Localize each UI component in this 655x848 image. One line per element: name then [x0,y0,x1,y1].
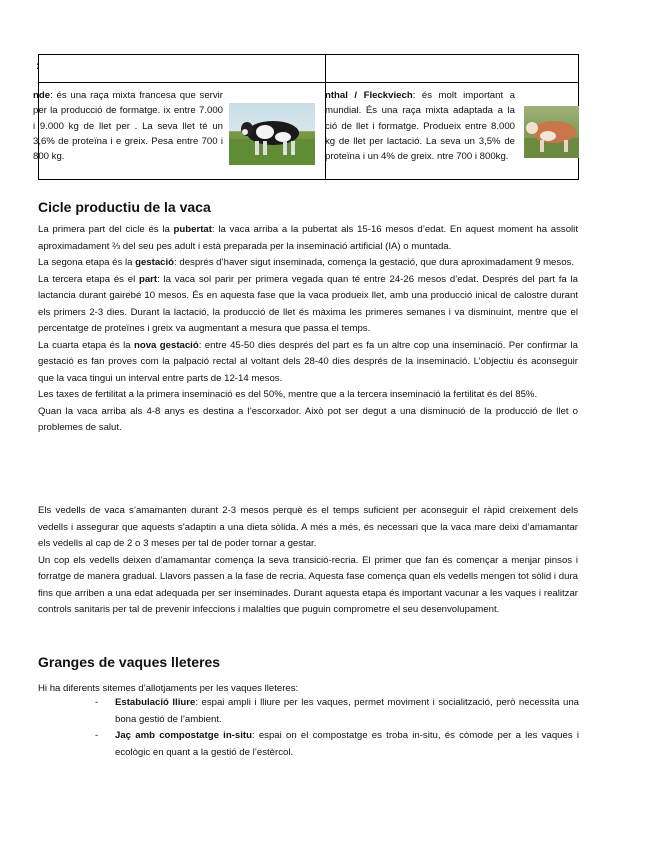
text-run: La primera part del cicle és la [38,224,174,235]
paragraph-gestacio [38,255,578,272]
list-item [95,695,579,728]
granges-intro: Hi ha diferents sitemes d’allotjaments per les vaques lleteres: [38,683,299,694]
paragraph-part [38,272,578,338]
cicle-paragraphs [38,222,578,437]
section-heading-cicle: Cicle productiu de la vaca [38,199,211,215]
list-item-label: Estabulació lliure [115,697,196,708]
text-run: : entre 45-50 dies després del part es fa un altre cop una inseminació. Per confirmar la gestació es fan proves com la palpació rectal al voltant dels 28-40 dies després de la inseminació. L’objectiu és aconseguir que la vaca tingui un interval entre parts de 12-14 mesos. [38,339,578,384]
list-item-label: Jaç amb compostatge in-situ [115,730,252,741]
cow-photo-right [524,106,579,158]
section-heading-granges: Granges de vaques lleteres [38,654,221,670]
paragraph-amamantar: Els vedells de vaca s’amamanten durant 2-3 mesos perquè és el temps suficient per aconseguir el ràpid creixement dels vedells i assegurar que aquests s’adaptin a una dieta sòlida. A més a més, és necessari que la vaca mare deixi d’amamantar els vedells al cap de 2 o 3 meses per tal de poder tornar a gestar. [38,505,578,549]
breed-description-right: : és molt important a mundial. És una raça mixta adaptada a la ció de llet i formatge. Produeix entre 8.000 kg de llet per lactació. La seva un 3,5% de proteïna i un 4% de greix. ntre 700 i 800kg. [325,90,515,163]
cow-photo-left [229,103,315,165]
breed-description-left: : és una raça mixta francesa que servir per la producció de formatge. ix entre 7.000 i 9.000 kg de llet per . La seva llet té un 3,6% de proteïna i e greix. Pesa entre 700 i 800 kg. [33,90,223,163]
breed-name-right: nthal / Fleckviech [325,90,413,101]
paragraph-nova-gestacio [38,338,578,388]
text-run: : la vaca arriba a la pubertat als 15-16 mesos d’edat. En aquest moment ha assolit aproximadament ⅔ del seu pes adult i està preparada per la inseminació artificial (IA) o muntada. [38,224,578,252]
text-run: La tercera etapa és el [38,273,139,285]
bold-term: part [138,273,158,285]
text-run: Quan la vaca arriba als 4-8 anys es destina a l’escorxador. Això pot ser degut a una disminució de la producció de llet o problemes de salut. [38,405,578,433]
bold-term: gestació [135,257,175,268]
paragraph-pubertat [38,222,578,255]
vedells-paragraphs [38,503,578,619]
bold-term: nova gestació [133,339,199,351]
paragraph-recria: Un cop els vedells deixen d’amamantar comença la seva transició-recria. El primer que fan és començar a menjar pinsos i forratge de manera gradual. Llavors passen a la fase de recria. Aquesta fase comença quan els vedells mengen tot sòlid i dura fins que arriben a una edat adequada per ser inseminades. Durant aquesta etapa és important vacunar a les vaques i realitzar controls sanitaris per tal de prevenir infeccions i malalties que puguin comprometre el seu desenvolupament. [38,554,578,615]
list-dash: - [95,697,99,708]
list-item [95,728,579,761]
list-item-text: : espai on el compostatge es troba in-situ, és còmode per a les vaques i ecològic en quant a la gestió de l’estèrcol. [115,730,579,758]
list-item-text: : espai ampli i lliure per les vaques, permet moviment i socialització, però necessita una bona gestió de l’ambient. [115,697,579,725]
housing-list [95,695,579,761]
paragraph-escorxador [38,404,578,437]
breeds-table [33,54,579,180]
list-dash: - [95,730,99,741]
bold-term: pubertat [173,224,212,235]
text-run: La segona etapa és la [38,257,136,268]
breed-cell-left [33,88,223,164]
table-header-row [36,55,578,83]
text-run: La cuarta etapa és la [38,339,134,351]
paragraph-fertilitat [38,387,578,404]
text-run: Les taxes de fertilitat a la primera inseminació es del 50%, mentre que a la tercera inseminació la fertilitat és del 85%. [38,389,538,400]
breed-name-left: nde [33,90,51,101]
breed-cell-right [325,88,515,164]
text-run: : la vaca sol parir per primera vegada quan té entre 24-26 mesos d’edat. Després del part fa la lactancia durant gairebé 10 mesos. És en aquesta fase que la vaca produeix llet, amb una producció inical de calostre durant els primers 2-3 dies. Durant la lactació, la producció de llet és màxima les primeres semanes i va disminuint, mentre que el percentatge de proteïnes i greix va augmentant a mesura que passa el temps. [38,273,578,334]
table-header-text: : [36,60,40,72]
text-run: : després d’haver sigut inseminada, comença la gestació, que dura aproximadament 9 mesos. [174,257,574,268]
